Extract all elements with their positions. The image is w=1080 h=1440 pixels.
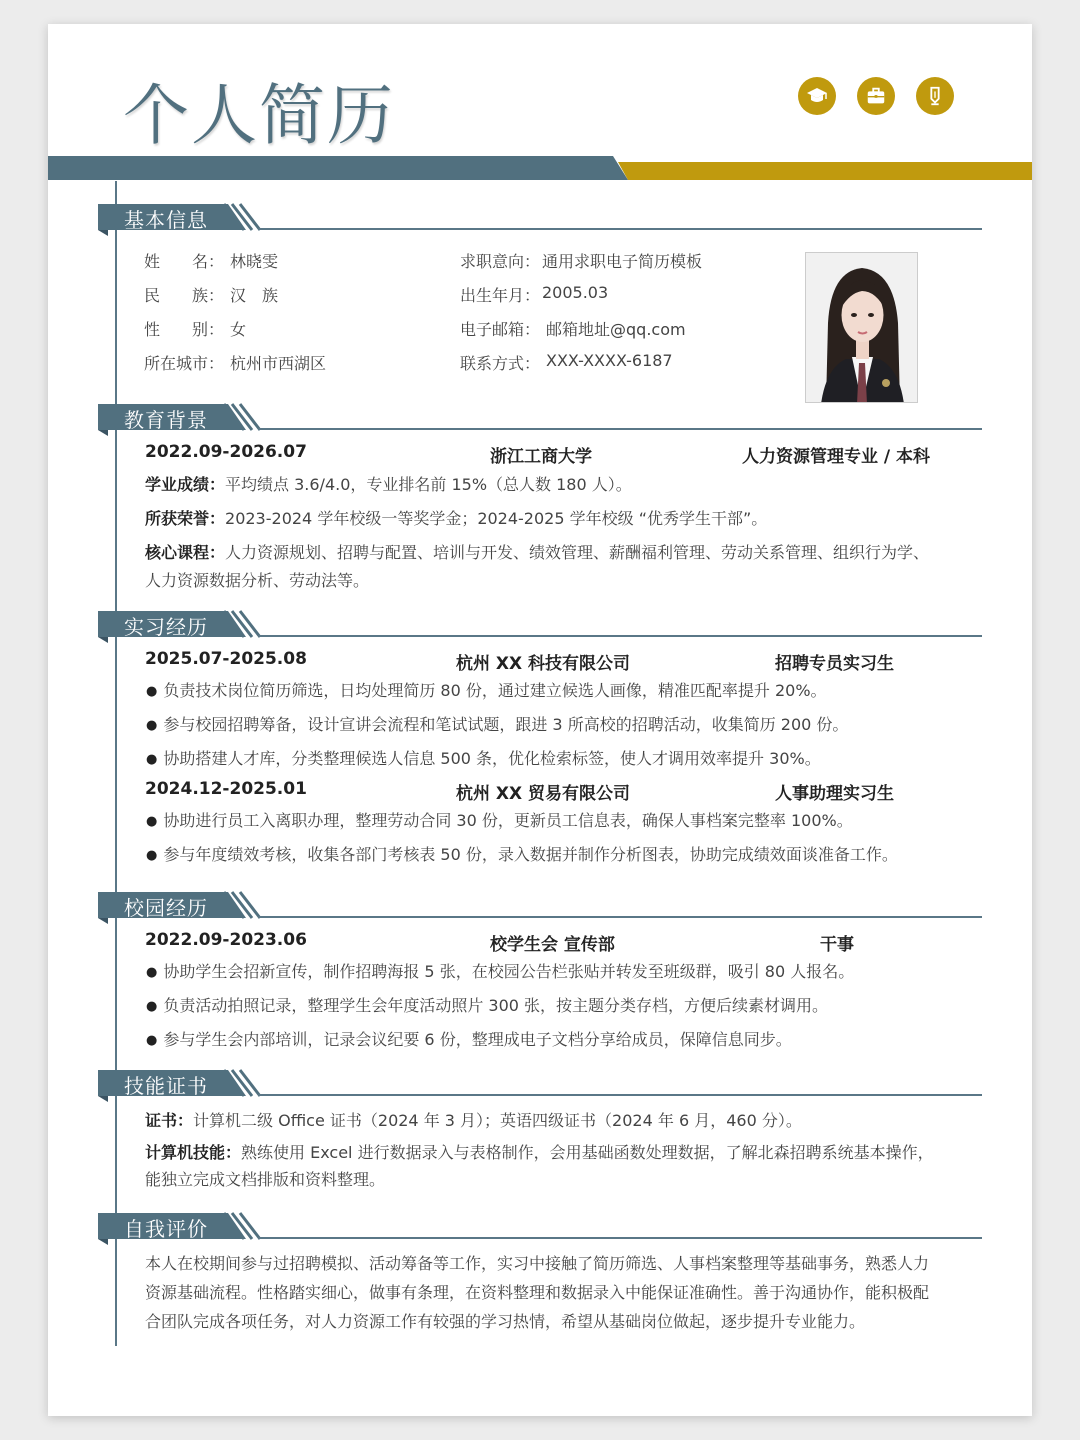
list-item: ● 协助学生会招新宣传，制作招聘海报 5 张，在校园公告栏张贴并转发至班级群，吸引 80 人报名。 — [146, 959, 854, 982]
list-item: ● 参与年度绩效考核，收集各部门考核表 50 份，录入数据并制作分析图表，协助完成绩效面谈准备工作。 — [146, 842, 898, 865]
edu-course: 核心课程：人力资源规划、招聘与配置、培训与开发、绩效管理、薪酬福利管理、劳动关系管理、组织行为学、 — [145, 543, 930, 562]
section-title: 实习经历 — [124, 615, 208, 639]
pen-icon — [916, 77, 954, 115]
section-header-campus — [98, 890, 982, 926]
edu-honor: 所获荣誉：2023-2024 学年校级一等奖学金；2024-2025 学年校级 “优秀学生干部”。 — [145, 509, 768, 528]
value-intent: 通用求职电子简历模板 — [542, 252, 703, 271]
self-eval-line: 本人在校期间参与过招聘模拟、活动筹备等工作，实习中接触了简历筛选、人事档案整理等基础事务，熟悉人力 — [145, 1254, 930, 1273]
intern-company: 杭州 XX 科技有限公司 — [456, 654, 631, 674]
skill-computer: 计算机技能：熟练使用 Excel 进行数据录入与表格制作，会用基础函数处理数据，了解北森招聘系统基本操作， — [145, 1143, 934, 1162]
value-email: 邮箱地址@qq.com — [546, 320, 686, 339]
intern-period: 2024.12-2025.01 — [145, 779, 307, 799]
timeline-line — [115, 181, 117, 1346]
intern-role: 人事助理实习生 — [775, 784, 894, 804]
label-gender: 性 别： — [144, 320, 225, 339]
list-item: ● 参与校园招聘筹备，设计宣讲会流程和笔试试题，跟进 3 所高校的招聘活动，收集简历 200 份。 — [146, 712, 848, 735]
list-item: ● 负责技术岗位简历筛选，日均处理简历 80 份，通过建立候选人画像，精准匹配率提升 20%。 — [146, 678, 827, 701]
label-name: 姓 名： — [144, 252, 225, 271]
label-email: 电子邮箱： — [460, 320, 541, 339]
edu-course-cont: 人力资源数据分析、劳动法等。 — [145, 571, 370, 590]
label-ethnic: 民 族： — [144, 286, 225, 305]
section-title: 自我评价 — [124, 1217, 208, 1241]
list-item: ● 协助搭建人才库，分类整理候选人信息 500 条，优化检索标签，使人才调用效率提升 30%。 — [146, 746, 821, 769]
section-title: 校园经历 — [124, 896, 208, 920]
self-eval-line: 合团队完成各项任务，对人力资源工作有较强的学习热情，希望从基础岗位做起，逐步提升专业能力。 — [145, 1312, 866, 1331]
campus-period: 2022.09-2023.06 — [145, 930, 307, 950]
intern-period: 2025.07-2025.08 — [145, 649, 307, 669]
list-item: ● 参与学生会内部培训，记录会议纪要 6 份，整理成电子文档分享给成员，保障信息同步。 — [146, 1027, 792, 1050]
page-title: 个人简历 — [123, 77, 395, 154]
section-header-self — [98, 1211, 982, 1247]
label-phone: 联系方式： — [460, 354, 541, 373]
section-header-skills — [98, 1068, 982, 1104]
campus-role: 干事 — [820, 935, 854, 955]
section-title: 基本信息 — [124, 208, 208, 232]
edu-major: 人力资源管理专业 / 本科 — [742, 447, 931, 467]
list-item: ● 协助进行员工入离职办理，整理劳动合同 30 份，更新员工信息表，确保人事档案完整率 100%。 — [146, 808, 853, 831]
edu-school: 浙江工商大学 — [490, 447, 592, 467]
intern-company: 杭州 XX 贸易有限公司 — [456, 784, 631, 804]
value-gender: 女 — [230, 320, 247, 339]
value-birth: 2005.03 — [542, 283, 609, 302]
campus-org: 校学生会 宣传部 — [490, 935, 615, 955]
profile-photo — [805, 252, 918, 403]
value-phone: XXX-XXXX-6187 — [546, 351, 673, 370]
section-header-education — [98, 402, 982, 438]
label-intent: 求职意向： — [460, 252, 541, 271]
skill-computer-cont: 能独立完成文档排版和资料整理。 — [145, 1170, 386, 1189]
self-eval-line: 资源基础流程。性格踏实细心，做事有条理，在资料整理和数据录入中能保证准确性。善于沟通协作，能积极配 — [145, 1283, 930, 1302]
section-title: 技能证书 — [124, 1074, 208, 1098]
resume-page — [48, 24, 1032, 1416]
intern-role: 招聘专员实习生 — [775, 654, 894, 674]
graduation-cap-icon — [798, 77, 836, 115]
section-header-basic — [98, 202, 982, 238]
value-city: 杭州市西湖区 — [230, 354, 327, 373]
header-banner — [48, 156, 1032, 182]
value-ethnic: 汉 族 — [230, 286, 279, 305]
list-item: ● 负责活动拍照记录，整理学生会年度活动照片 300 张，按主题分类存档，方便后续素材调用。 — [146, 993, 828, 1016]
value-name: 林晓雯 — [230, 252, 279, 271]
label-birth: 出生年月： — [460, 286, 541, 305]
skill-cert: 证书：计算机二级 Office 证书（2024 年 3 月）；英语四级证书（2024 年 6 月，460 分）。 — [145, 1111, 802, 1130]
edu-period: 2022.09-2026.07 — [145, 442, 307, 462]
briefcase-icon — [857, 77, 895, 115]
edu-gpa: 学业成绩：平均绩点 3.6/4.0，专业排名前 15%（总人数 180 人）。 — [145, 475, 632, 494]
section-title: 教育背景 — [124, 408, 208, 432]
label-city: 所在城市： — [144, 354, 225, 373]
section-header-internship — [98, 609, 982, 645]
